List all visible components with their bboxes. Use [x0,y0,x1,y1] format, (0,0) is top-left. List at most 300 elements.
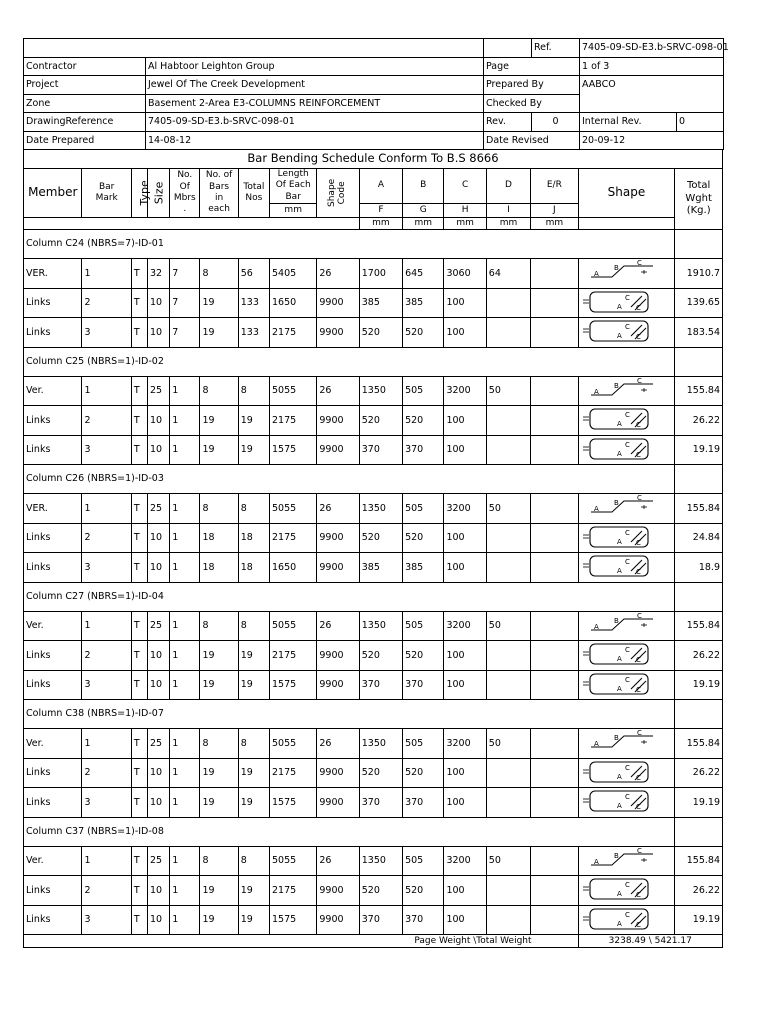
cell-c: 3200 [444,494,486,524]
cell-total: 56 [238,259,269,289]
cell-b: 520 [403,876,444,906]
link-shape-icon [579,406,655,432]
svg-text:A: A [616,537,622,546]
cell-a: 1350 [359,494,402,524]
cell-a: 370 [359,435,402,465]
cell-length: 2175 [270,641,317,671]
cell-c: 3200 [444,846,486,876]
link-shape-icon [579,318,655,344]
drawing-ref-value: 7405-09-SD-E3.b-SRVC-098-01 [146,113,484,132]
cell-mark: 2 [82,641,131,671]
cell-e [531,406,578,436]
cell-a: 1350 [359,376,402,406]
bent-bar-shape-icon [579,494,655,520]
schedule-table [23,150,723,948]
cell-each: 19 [200,876,238,906]
col-total-nos: Total Nos [238,169,269,218]
col-length: Length Of Each Bar [270,169,317,204]
cell-mbrs: 1 [170,406,200,436]
cell-total-weight: 24.84 [675,523,723,553]
ref-label-spacer [484,39,532,58]
cell-mbrs: 1 [170,611,200,641]
cell-total-weight: 155.84 [675,611,723,641]
rev-label: Rev. [484,113,532,132]
table-row [24,259,723,289]
cell-c: 100 [444,318,486,348]
cell-length: 2175 [270,876,317,906]
cell-e [531,846,578,876]
cell-code: 9900 [317,318,359,348]
cell-each: 19 [200,788,238,818]
table-row [24,376,723,406]
col-c-unit: mm [444,217,486,229]
cell-d: 50 [486,611,530,641]
cell-c: 100 [444,905,486,935]
cell-code: 9900 [317,406,359,436]
cell-c: 100 [444,406,486,436]
project-label: Project [24,76,146,95]
schedule-body [24,230,723,935]
col-g: G [403,203,444,217]
cell-total: 19 [238,435,269,465]
cell-type: T [131,788,147,818]
cell-length: 1650 [270,288,317,318]
group-label: Column C27 (NBRS=1)-ID-04 [24,582,675,611]
cell-type: T [131,846,147,876]
svg-text:C: C [635,920,641,929]
cell-a: 520 [359,318,402,348]
cell-total-weight: 19.19 [675,905,723,935]
col-shape: Shape [578,169,675,218]
cell-total-weight: 155.84 [675,729,723,759]
cell-total-weight: 26.22 [675,876,723,906]
cell-b: 520 [403,758,444,788]
svg-text:A: A [593,505,599,513]
cell-size: 10 [148,318,170,348]
date-prepared-value: 14-08-12 [146,131,484,150]
cell-size: 10 [148,523,170,553]
cell-each: 19 [200,435,238,465]
cell-mbrs: 1 [170,788,200,818]
header-table [23,38,729,150]
cell-d [486,553,530,583]
bent-bar-shape-icon [579,847,655,873]
svg-text:C: C [635,568,641,576]
cell-member: Links [24,406,82,436]
cell-shape [578,846,675,876]
cell-type: T [131,288,147,318]
svg-text:C: C [635,773,641,782]
cell-code: 9900 [317,905,359,935]
cell-size: 10 [148,758,170,788]
date-revised-value: 20-09-12 [580,131,724,150]
cell-b: 520 [403,523,444,553]
cell-type: T [131,435,147,465]
group-weight-blank [675,582,723,611]
table-row [24,288,723,318]
cell-shape [578,523,675,553]
cell-type: T [131,376,147,406]
cell-length: 1575 [270,435,317,465]
cell-e [531,523,578,553]
cell-length: 2175 [270,406,317,436]
group-label: Column C38 (NBRS=1)-ID-07 [24,700,675,729]
cell-total: 8 [238,846,269,876]
cell-c: 3060 [444,259,486,289]
cell-b: 645 [403,259,444,289]
cell-a: 520 [359,523,402,553]
cell-total-weight: 19.19 [675,670,723,700]
svg-text:C: C [624,646,630,654]
cell-b: 520 [403,641,444,671]
col-shape-code: Shape Code [317,169,359,218]
cell-type: T [131,641,147,671]
cell-mbrs: 1 [170,435,200,465]
cell-e [531,376,578,406]
cell-mbrs: 7 [170,318,200,348]
cell-mark: 1 [82,259,131,289]
cell-shape [578,494,675,524]
table-row [24,846,723,876]
link-shape-icon [579,641,655,667]
cell-mbrs: 7 [170,259,200,289]
table-row [24,406,723,436]
cell-c: 100 [444,553,486,583]
svg-text:C: C [624,323,630,331]
cell-d [486,406,530,436]
svg-text:A: A [616,655,622,663]
cell-shape [578,611,675,641]
group-weight-blank [675,347,723,376]
cell-size: 25 [148,376,170,406]
cell-code: 26 [317,611,359,641]
cell-d: 50 [486,494,530,524]
cell-total: 133 [238,288,269,318]
cell-mark: 1 [82,846,131,876]
cell-code: 26 [317,494,359,524]
cell-length: 5055 [270,376,317,406]
cell-total-weight: 18.9 [675,553,723,583]
cell-mark: 3 [82,553,131,583]
cell-b: 370 [403,905,444,935]
cell-total-weight: 155.84 [675,846,723,876]
cell-c: 100 [444,523,486,553]
cell-mbrs: 7 [170,288,200,318]
svg-text:C: C [635,656,641,664]
cell-e [531,876,578,906]
cell-type: T [131,553,147,583]
cell-shape [578,318,675,348]
col-bar-mark: Bar Mark [82,169,131,218]
cell-a: 520 [359,406,402,436]
cell-d: 50 [486,729,530,759]
drawing-ref-label: DrawingReference [24,113,146,132]
cell-mark: 2 [82,758,131,788]
svg-text:C: C [624,881,630,889]
cell-c: 100 [444,641,486,671]
cell-mbrs: 1 [170,729,200,759]
cell-total: 19 [238,670,269,700]
cell-total: 18 [238,553,269,583]
cell-a: 385 [359,288,402,318]
cell-d [486,905,530,935]
svg-text:C: C [635,538,641,547]
cell-type: T [131,259,147,289]
cell-mbrs: 1 [170,553,200,583]
cell-length: 5055 [270,846,317,876]
cell-shape [578,259,675,289]
col-a: A [359,169,402,204]
cell-a: 370 [359,670,402,700]
col-member: Member [24,169,82,218]
rev-value: 0 [532,113,580,132]
cell-b: 370 [403,435,444,465]
svg-text:A: A [616,919,622,928]
svg-text:A: A [593,622,599,631]
internal-rev-label: Internal Rev. [580,113,677,132]
zone-value: Basement 2-Area E3-COLUMNS REINFORCEMENT [146,94,484,113]
bent-bar-shape-icon [579,612,655,638]
svg-text:C: C [636,846,642,855]
cell-type: T [131,523,147,553]
svg-text:C: C [624,558,630,566]
contractor-label: Contractor [24,57,146,76]
cell-b: 385 [403,288,444,318]
cell-length: 5055 [270,611,317,641]
cell-member: Links [24,670,82,700]
cell-a: 385 [359,553,402,583]
cell-b: 505 [403,729,444,759]
svg-text:C: C [635,333,641,341]
cell-d [486,758,530,788]
cell-size: 10 [148,406,170,436]
svg-text:C: C [624,763,630,772]
col-i: I [486,203,530,217]
cell-mbrs: 1 [170,905,200,935]
col-bars-in-each: No. of Bars in each [200,169,238,218]
cell-a: 1700 [359,259,402,289]
cell-e [531,788,578,818]
internal-rev-value: 0 [677,113,724,132]
svg-text:C: C [624,293,630,302]
cell-member: Ver. [24,376,82,406]
link-shape-icon [579,553,655,579]
cell-e [531,553,578,583]
group-weight-blank [675,465,723,494]
group-label: Column C37 (NBRS=1)-ID-08 [24,817,675,846]
cell-d [486,318,530,348]
cell-each: 19 [200,318,238,348]
cell-size: 10 [148,876,170,906]
cell-mbrs: 1 [170,376,200,406]
cell-mark: 1 [82,494,131,524]
cell-size: 10 [148,788,170,818]
svg-text:C: C [635,685,641,694]
cell-size: 10 [148,553,170,583]
cell-b: 370 [403,670,444,700]
checked-by-label: Checked By [484,94,580,113]
svg-text:C: C [636,729,642,737]
cell-total-weight: 183.54 [675,318,723,348]
cell-member: Ver. [24,611,82,641]
cell-total-weight: 139.65 [675,288,723,318]
table-row [24,758,723,788]
cell-total: 133 [238,318,269,348]
cell-mark: 1 [82,611,131,641]
cell-type: T [131,876,147,906]
cell-code: 26 [317,259,359,289]
date-revised-label: Date Revised [484,131,580,150]
cell-type: T [131,670,147,700]
cell-d [486,670,530,700]
cell-each: 19 [200,758,238,788]
cell-mbrs: 1 [170,494,200,524]
svg-text:C: C [635,421,641,429]
cell-member: Links [24,641,82,671]
cell-total-weight: 155.84 [675,494,723,524]
cell-mbrs: 1 [170,758,200,788]
cell-shape [578,905,675,935]
ref-label: Ref. [532,39,580,58]
col-a-unit: mm [359,217,402,229]
cell-c: 100 [444,788,486,818]
svg-text:A: A [616,684,622,693]
cell-member: VER. [24,259,82,289]
table-row [24,553,723,583]
svg-text:C: C [636,376,642,385]
cell-mark: 2 [82,288,131,318]
group-weight-blank [675,817,723,846]
cell-mbrs: 1 [170,523,200,553]
cell-mark: 3 [82,670,131,700]
cell-e [531,288,578,318]
col-f: F [359,203,402,217]
col-type: Type [131,169,147,218]
group-weight-blank [675,700,723,729]
svg-text:C: C [635,803,641,811]
cell-size: 10 [148,905,170,935]
cell-d [486,288,530,318]
cell-d [486,876,530,906]
cell-b: 520 [403,318,444,348]
cell-total-weight: 26.22 [675,641,723,671]
table-row [24,494,723,524]
link-shape-icon [579,289,655,315]
cell-e [531,641,578,671]
cell-code: 9900 [317,788,359,818]
cell-e [531,905,578,935]
col-h: H [444,203,486,217]
svg-text:A: A [593,740,599,748]
svg-text:C: C [624,793,630,801]
cell-each: 8 [200,729,238,759]
cell-mark: 1 [82,729,131,759]
svg-text:C: C [624,411,630,419]
cell-b: 385 [403,553,444,583]
project-value: Jewel Of The Creek Development [146,76,484,95]
cell-b: 505 [403,846,444,876]
cell-member: Links [24,905,82,935]
svg-text:A: A [593,270,599,278]
cell-a: 1350 [359,729,402,759]
cell-code: 9900 [317,288,359,318]
cell-total: 8 [238,494,269,524]
svg-text:C: C [636,259,642,267]
cell-total: 8 [238,611,269,641]
cell-type: T [131,611,147,641]
svg-text:B: B [613,616,619,625]
cell-e [531,758,578,788]
col-unit-spacer [24,217,360,229]
cell-code: 26 [317,846,359,876]
cell-c: 100 [444,876,486,906]
cell-type: T [131,905,147,935]
cell-each: 8 [200,611,238,641]
cell-code: 26 [317,729,359,759]
cell-mark: 3 [82,788,131,818]
cell-total-weight: 26.22 [675,406,723,436]
col-b: B [403,169,444,204]
cell-each: 8 [200,376,238,406]
col-size: Size [148,169,170,218]
cell-total: 8 [238,376,269,406]
cell-member: Links [24,318,82,348]
cell-mbrs: 1 [170,876,200,906]
col-no-of-mbrs: No. Of Mbrs . [170,169,200,218]
cell-c: 3200 [444,611,486,641]
cell-e [531,318,578,348]
cell-code: 26 [317,376,359,406]
svg-text:A: A [616,302,622,311]
cell-shape [578,376,675,406]
page-weight-label: Page Weight \Total Weight [24,935,579,948]
cell-shape [578,641,675,671]
cell-shape [578,553,675,583]
cell-b: 505 [403,376,444,406]
cell-code: 9900 [317,553,359,583]
bent-bar-shape-icon [579,729,655,755]
cell-length: 5055 [270,729,317,759]
table-row [24,905,723,935]
page-value: 1 of 3 [580,57,724,76]
cell-each: 8 [200,846,238,876]
col-b-unit: mm [403,217,444,229]
cell-c: 3200 [444,376,486,406]
cell-total-weight: 19.19 [675,788,723,818]
cell-length: 5405 [270,259,317,289]
cell-shape [578,788,675,818]
svg-text:A: A [616,332,622,340]
cell-each: 19 [200,641,238,671]
cell-total-weight: 155.84 [675,376,723,406]
cell-a: 370 [359,905,402,935]
table-row [24,729,723,759]
cell-shape [578,288,675,318]
col-length-unit: mm [270,203,317,217]
cell-member: Links [24,553,82,583]
group-label: Column C26 (NBRS=1)-ID-03 [24,465,675,494]
group-header-row [24,700,723,729]
cell-total: 19 [238,641,269,671]
col-total-wght: Total Wght (Kg.) [675,169,723,230]
cell-member: VER. [24,494,82,524]
cell-code: 9900 [317,641,359,671]
svg-text:B: B [613,499,619,507]
cell-b: 370 [403,788,444,818]
cell-size: 10 [148,288,170,318]
link-shape-icon [579,436,655,462]
cell-length: 1650 [270,553,317,583]
